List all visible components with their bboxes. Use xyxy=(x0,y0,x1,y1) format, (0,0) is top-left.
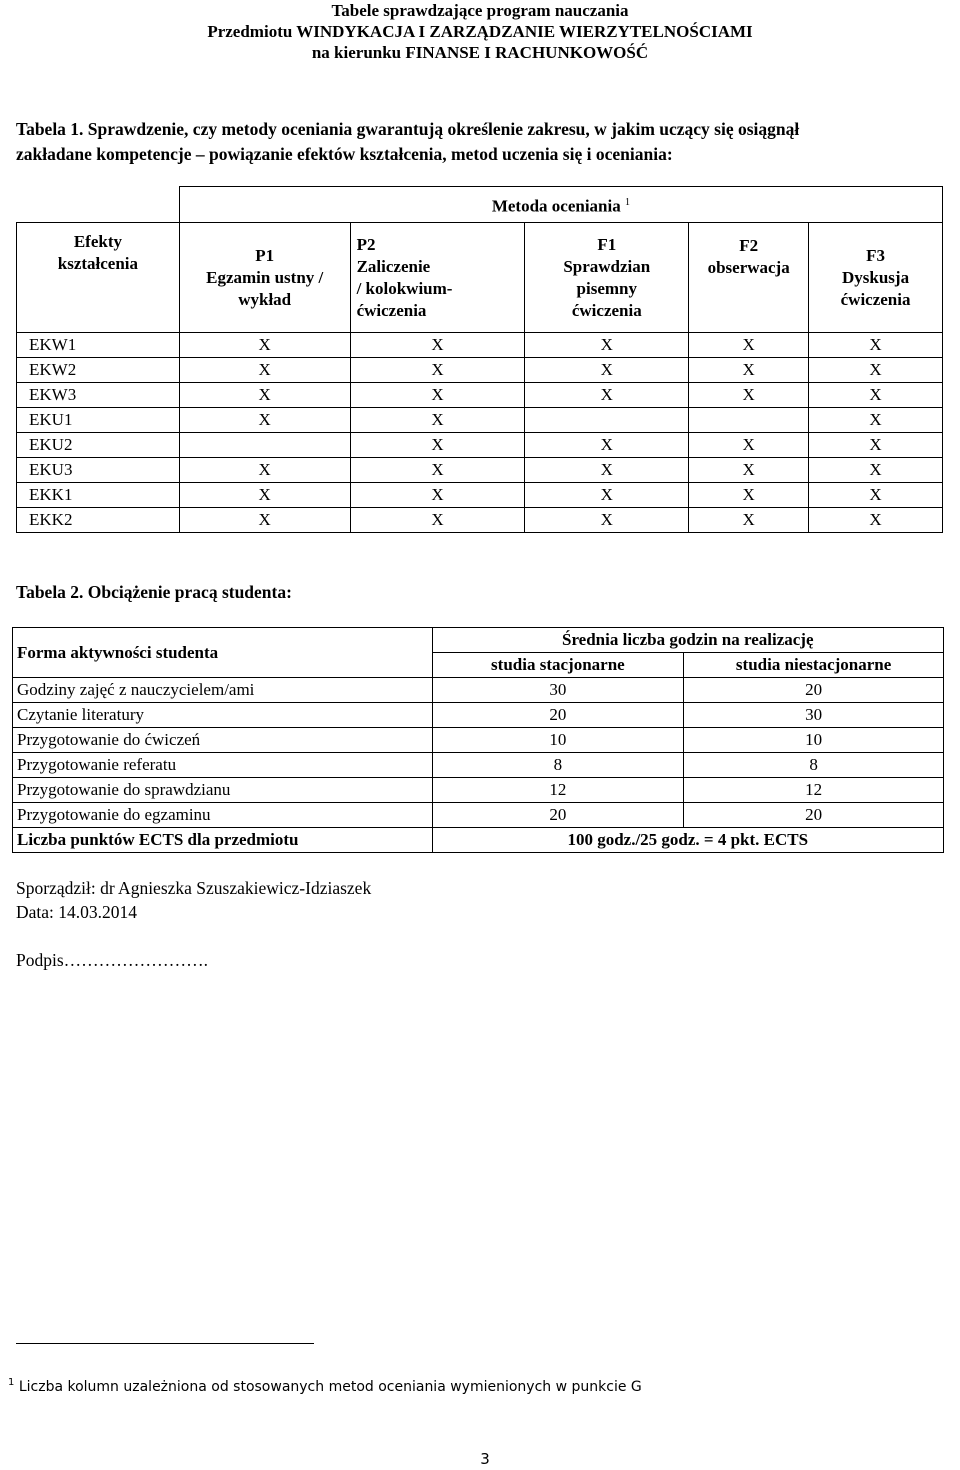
doc-title-line3: na kierunku FINANSE I RACHUNKOWOŚĆ xyxy=(311,43,649,62)
mark-cell: X xyxy=(809,333,943,358)
column-line: ćwiczenia xyxy=(571,300,642,320)
activity-form-header: Forma aktywności studenta xyxy=(13,628,433,678)
table1-group-header xyxy=(179,187,942,223)
column-line: Egzamin ustny / xyxy=(206,267,324,287)
table1-caption-line2: zakładane kompetencje – powiązanie efektów kształcenia, metod uczenia się i oceniania: xyxy=(16,144,673,164)
column-header-p2 xyxy=(350,223,525,333)
mark-cell: X xyxy=(179,408,350,433)
hours-value: 20 xyxy=(432,703,684,728)
mark-cell: X xyxy=(525,433,689,458)
mark-cell: X xyxy=(689,333,809,358)
mark-cell: X xyxy=(689,383,809,408)
mark-cell: X xyxy=(350,408,525,433)
mark-cell: X xyxy=(689,483,809,508)
hours-value: 12 xyxy=(432,778,684,803)
column-line: obserwacja xyxy=(707,258,790,277)
document-date: Data: 14.03.2014 xyxy=(16,902,138,922)
table1-corner-blank xyxy=(17,187,180,223)
mark-cell: X xyxy=(525,383,689,408)
mark-cell: X xyxy=(525,333,689,358)
assessment-methods-table xyxy=(16,186,943,533)
workload-table xyxy=(12,627,944,853)
hours-value: 10 xyxy=(432,728,684,753)
mark-cell xyxy=(179,433,350,458)
activity-label: Przygotowanie do ćwiczeń xyxy=(13,728,433,753)
column-line: Dyskusja xyxy=(842,267,910,287)
column-header-f1 xyxy=(525,223,689,333)
hours-value: 20 xyxy=(684,803,944,828)
group-header-text: Metoda oceniania xyxy=(491,196,621,216)
column-line: Zaliczenie xyxy=(356,256,431,276)
hours-value: 10 xyxy=(684,728,944,753)
table-row xyxy=(13,728,944,753)
row-label: EKK2 xyxy=(17,508,180,533)
column-header-f2 xyxy=(689,223,809,333)
hours-value: 8 xyxy=(432,753,684,778)
column-line: ćwiczenia xyxy=(356,300,427,320)
row-label: EKW2 xyxy=(17,358,180,383)
mark-cell: X xyxy=(350,358,525,383)
table-row xyxy=(13,703,944,728)
page-number: 3 xyxy=(480,1450,490,1468)
mark-cell: X xyxy=(525,458,689,483)
mark-cell: X xyxy=(689,458,809,483)
ects-total-label: Liczba punktów ECTS dla przedmiotu xyxy=(13,828,433,853)
mark-cell: X xyxy=(179,458,350,483)
column-header-f3 xyxy=(809,223,943,333)
mark-cell: X xyxy=(525,508,689,533)
table1-header-row xyxy=(17,223,943,333)
table-row xyxy=(13,778,944,803)
table-row xyxy=(17,383,943,408)
mark-cell: X xyxy=(809,408,943,433)
ects-total-value: 100 godz./25 godz. = 4 pkt. ECTS xyxy=(432,828,943,853)
hours-value: 12 xyxy=(684,778,944,803)
mark-cell: X xyxy=(525,483,689,508)
row-label: EKW1 xyxy=(17,333,180,358)
average-hours-header: Średnia liczba godzin na realizację xyxy=(432,628,943,653)
column-line: / kolokwium- xyxy=(356,278,453,298)
table1-caption-line1: Tabela 1. Sprawdzenie, czy metody oceniania gwarantują określenie zakresu, w jakim uczący się osiągnął xyxy=(16,119,800,139)
effects-header-line2: kształcenia xyxy=(57,254,139,273)
activity-label: Godziny zajęć z nauczycielem/ami xyxy=(13,678,433,703)
mark-cell: X xyxy=(689,508,809,533)
doc-title-line1: Tabele sprawdzające program nauczania xyxy=(331,1,629,20)
table2-header-row xyxy=(13,628,944,653)
effects-header-line1: Efekty xyxy=(73,232,122,251)
table-row xyxy=(17,483,943,508)
mark-cell: X xyxy=(525,358,689,383)
table-row xyxy=(17,408,943,433)
footnote-separator xyxy=(16,1343,314,1344)
mark-cell: X xyxy=(689,433,809,458)
footnote xyxy=(8,1376,642,1400)
column-line: Sprawdzian xyxy=(563,256,651,276)
column-code: F3 xyxy=(866,245,885,265)
footnote-mark: 1 xyxy=(8,1377,15,1388)
activity-label: Czytanie literatury xyxy=(13,703,433,728)
mark-cell: X xyxy=(350,383,525,408)
column-code: F2 xyxy=(739,236,759,255)
mark-cell: X xyxy=(179,383,350,408)
signature-line: Podpis……………………. xyxy=(16,950,209,970)
table-row xyxy=(17,333,943,358)
mark-cell: X xyxy=(350,508,525,533)
table2-total-row xyxy=(13,828,944,853)
table2-caption: Tabela 2. Obciążenie pracą studenta: xyxy=(16,582,292,602)
column-line: wykład xyxy=(238,289,292,309)
mark-cell: X xyxy=(179,333,350,358)
mark-cell: X xyxy=(350,458,525,483)
activity-label: Przygotowanie do egzaminu xyxy=(13,803,433,828)
doc-title-line2: Przedmiotu WINDYKACJA I ZARZĄDZANIE WIERZYTELNOŚCIAMI xyxy=(207,22,753,41)
mark-cell: X xyxy=(809,433,943,458)
mark-cell: X xyxy=(809,383,943,408)
table-row xyxy=(13,803,944,828)
mark-cell: X xyxy=(809,483,943,508)
table-row xyxy=(17,358,943,383)
mark-cell: X xyxy=(179,483,350,508)
column-line: ćwiczenia xyxy=(840,289,911,309)
mark-cell xyxy=(525,408,689,433)
row-label: EKU2 xyxy=(17,433,180,458)
activity-label: Przygotowanie referatu xyxy=(13,753,433,778)
mark-cell: X xyxy=(809,458,943,483)
row-label: EKU3 xyxy=(17,458,180,483)
mark-cell: X xyxy=(350,483,525,508)
column-header-p1 xyxy=(179,223,350,333)
effects-header-cell xyxy=(17,223,180,333)
mark-cell: X xyxy=(809,508,943,533)
table-row xyxy=(17,508,943,533)
mark-cell: X xyxy=(689,358,809,383)
mark-cell: X xyxy=(179,358,350,383)
column-line: pisemny xyxy=(576,278,638,298)
table-row xyxy=(17,433,943,458)
row-label: EKU1 xyxy=(17,408,180,433)
column-code: P1 xyxy=(255,245,275,265)
hours-value: 20 xyxy=(432,803,684,828)
mark-cell xyxy=(689,408,809,433)
mark-cell: X xyxy=(350,433,525,458)
hours-value: 30 xyxy=(684,703,944,728)
hours-value: 8 xyxy=(684,753,944,778)
table-row xyxy=(13,678,944,703)
activity-label: Przygotowanie do sprawdzianu xyxy=(13,778,433,803)
mark-cell: X xyxy=(179,508,350,533)
column-code: P2 xyxy=(356,234,376,254)
row-label: EKW3 xyxy=(17,383,180,408)
footnote-ref: 1 xyxy=(624,196,630,208)
hours-value: 30 xyxy=(432,678,684,703)
mark-cell: X xyxy=(809,358,943,383)
table-row xyxy=(13,753,944,778)
row-label: EKK1 xyxy=(17,483,180,508)
column-code: F1 xyxy=(597,234,617,254)
footnote-text: Liczba kolumn uzależniona od stosowanych metod oceniania wymienionych w punkcie G xyxy=(18,1379,642,1395)
prepared-by: Sporządził: dr Agnieszka Szuszakiewicz-Idziaszek xyxy=(16,878,372,898)
hours-value: 20 xyxy=(684,678,944,703)
part-time-header: studia niestacjonarne xyxy=(684,653,944,678)
mark-cell: X xyxy=(350,333,525,358)
full-time-header: studia stacjonarne xyxy=(432,653,684,678)
table-row xyxy=(17,458,943,483)
